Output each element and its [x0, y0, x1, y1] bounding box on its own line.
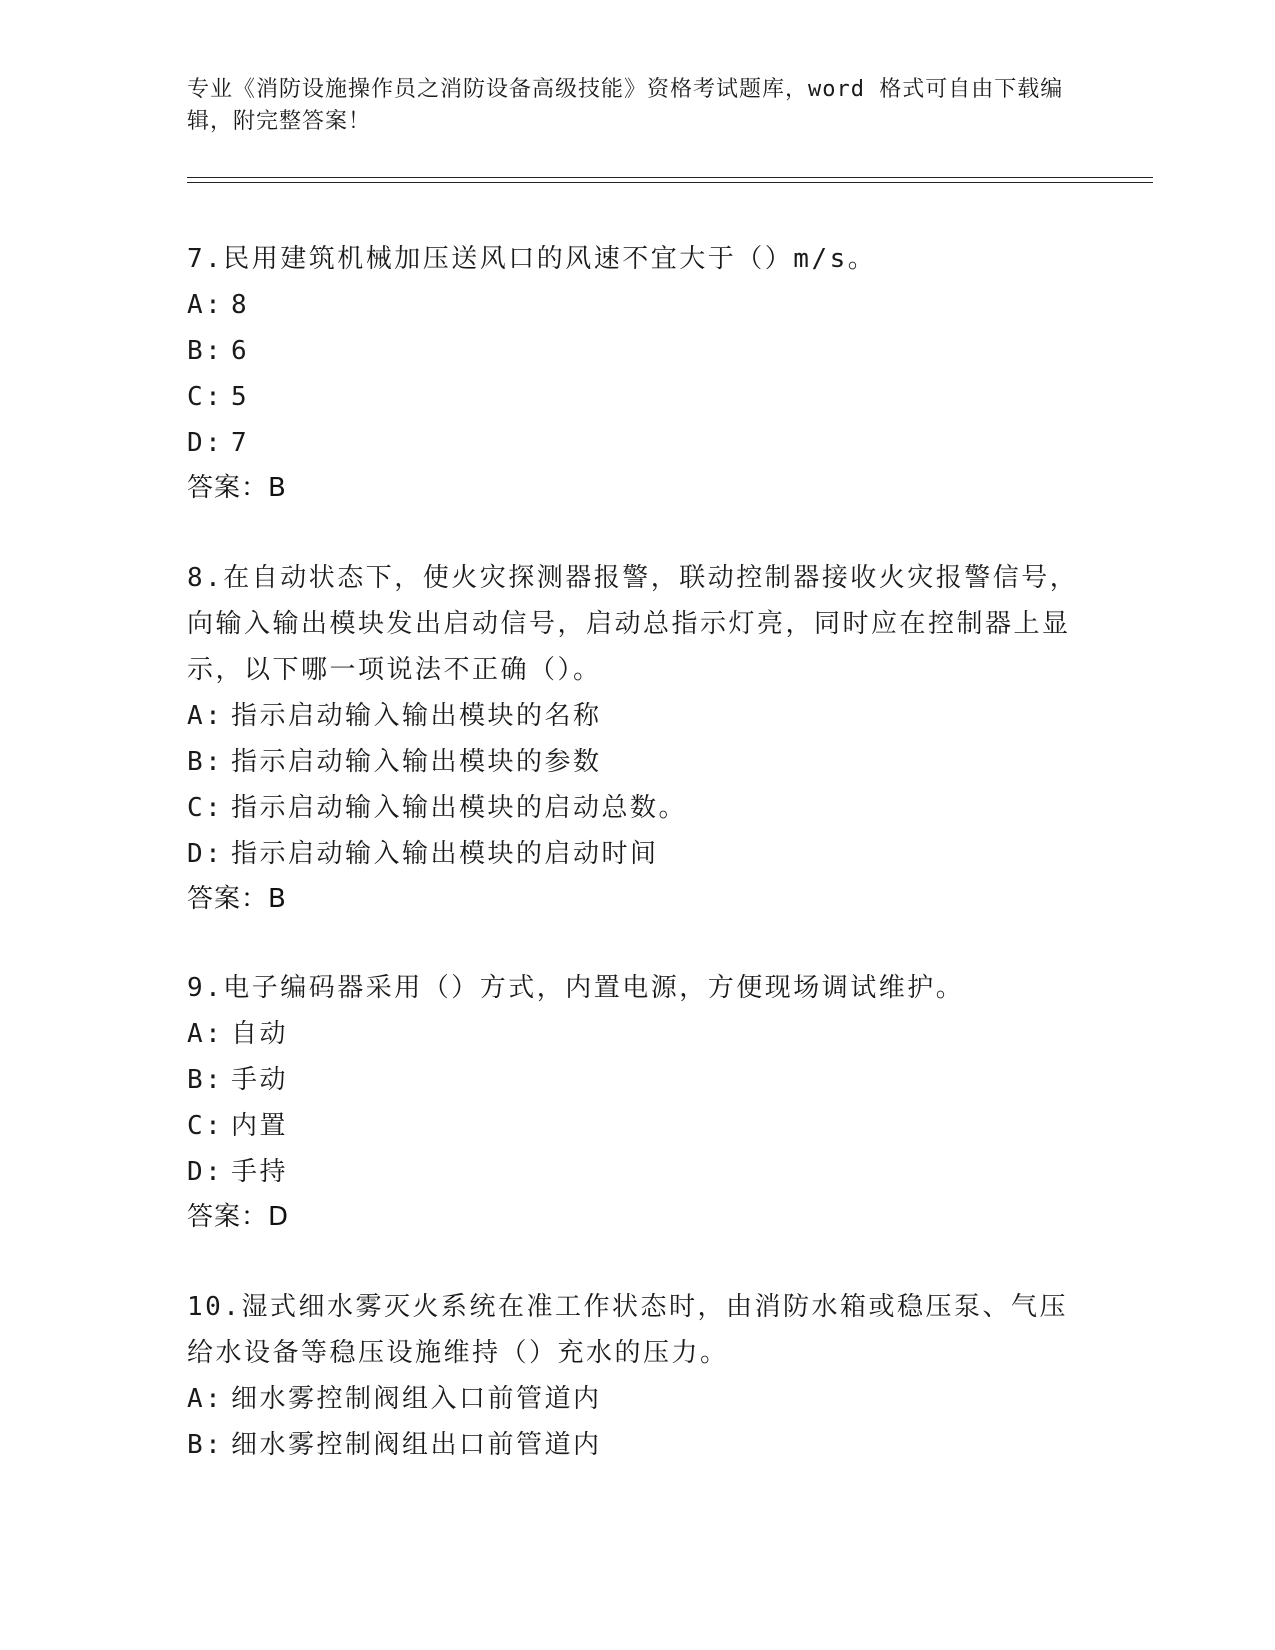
option-letter: B: [187, 1430, 224, 1460]
option-a [187, 282, 1087, 328]
header-divider-bottom [187, 182, 1153, 183]
option-letter: D: [187, 1157, 224, 1187]
option-text: 自动 [231, 1019, 289, 1049]
option-text: 手持 [231, 1157, 289, 1187]
option-d [187, 420, 1087, 466]
option-letter: D: [187, 839, 224, 869]
question-8 [187, 555, 1087, 921]
option-d [187, 831, 1087, 877]
option-letter: C: [187, 382, 224, 412]
option-letter: B: [187, 1065, 224, 1095]
option-letter: A: [187, 290, 224, 320]
option-c [187, 1103, 1087, 1149]
option-text: 指示启动输入输出模块的参数 [231, 747, 602, 777]
document-intro: 专业《消防设施操作员之消防设备高级技能》资格考试题库，word 格式可自由下载编辑，附完整答案！ [187, 77, 1064, 134]
option-b [187, 1057, 1087, 1103]
option-a [187, 1011, 1087, 1057]
option-b [187, 739, 1087, 785]
option-letter: C: [187, 793, 224, 823]
option-letter: C: [187, 1111, 224, 1141]
option-text: 5 [231, 382, 250, 412]
option-text: 指示启动输入输出模块的名称 [231, 701, 602, 731]
question-9 [187, 965, 1087, 1239]
question-stem: 9.电子编码器采用（）方式，内置电源，方便现场调试维护。 [187, 973, 965, 1003]
option-b [187, 1422, 1087, 1468]
option-text: 8 [231, 290, 250, 320]
question-stem: 10.湿式细水雾灭火系统在准工作状态时，由消防水箱或稳压泵、气压给水设备等稳压设施维持（）充水的压力。 [187, 1292, 1068, 1368]
option-text: 细水雾控制阀组入口前管道内 [231, 1384, 602, 1414]
option-text: 6 [231, 336, 250, 366]
option-letter: B: [187, 747, 224, 777]
option-c [187, 374, 1087, 420]
option-letter: A: [187, 1384, 224, 1414]
option-text: 手动 [231, 1065, 289, 1095]
answer-label: 答案：B [187, 473, 287, 503]
option-d [187, 1149, 1087, 1195]
option-letter: A: [187, 1019, 224, 1049]
question-10 [187, 1284, 1087, 1468]
option-text: 内置 [231, 1111, 289, 1141]
header-divider-top [187, 177, 1153, 178]
option-text: 指示启动输入输出模块的启动总数。 [231, 793, 688, 823]
option-b [187, 328, 1087, 374]
question-stem: 8.在自动状态下，使火灾探测器报警，联动控制器接收火灾报警信号，向输入输出模块发出启动信号，启动总指示灯亮，同时应在控制器上显示，以下哪一项说法不正确（）。 [187, 563, 1079, 685]
option-text: 7 [231, 428, 250, 458]
option-letter: B: [187, 336, 224, 366]
option-letter: A: [187, 701, 224, 731]
option-text: 指示启动输入输出模块的启动时间 [231, 839, 659, 869]
option-a [187, 693, 1087, 739]
option-c [187, 785, 1087, 831]
option-a [187, 1376, 1087, 1422]
answer-label: 答案：B [187, 884, 287, 914]
question-7 [187, 236, 1087, 510]
option-text: 细水雾控制阀组出口前管道内 [231, 1430, 602, 1460]
answer-label: 答案：D [187, 1202, 290, 1232]
question-stem: 7.民用建筑机械加压送风口的风速不宜大于（）m/s。 [187, 244, 877, 274]
option-letter: D: [187, 428, 224, 458]
